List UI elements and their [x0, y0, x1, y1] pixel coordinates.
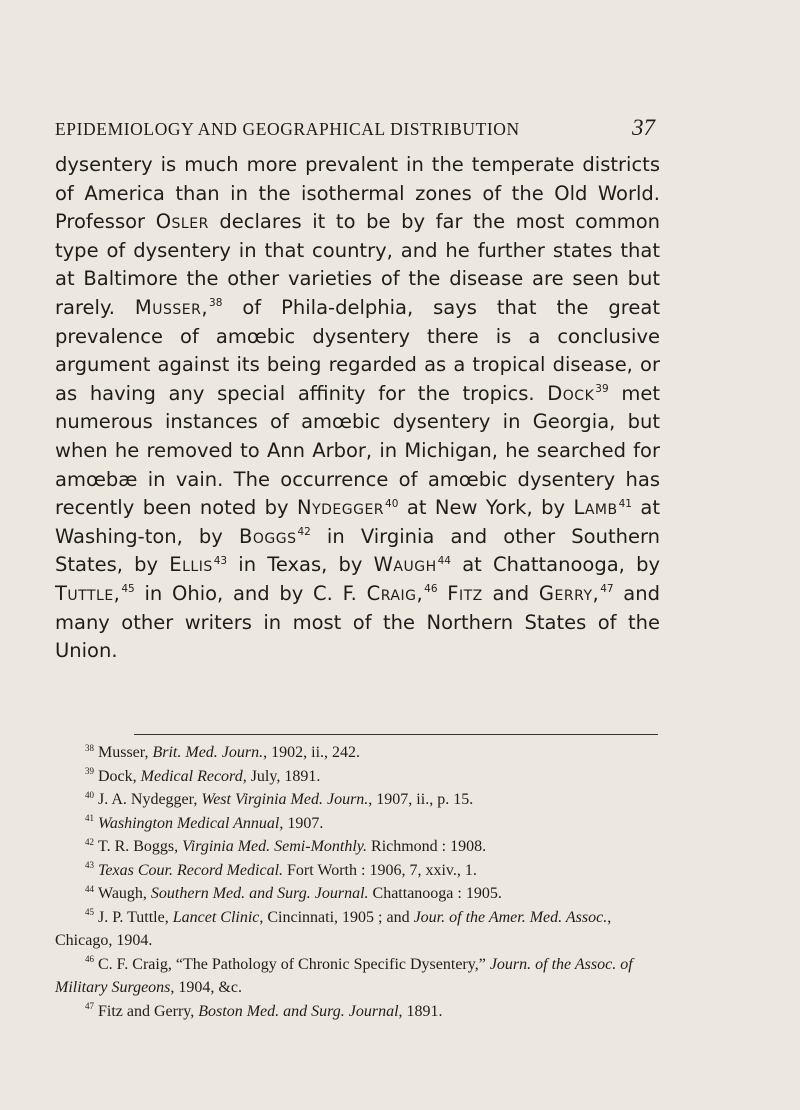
footnote-ref: 42: [297, 526, 311, 539]
body-text-run: dysentery is much more prevalent in the temperate districts of America than in the isothermal zones of the Old World. Professor: [55, 153, 660, 234]
body-text-run: met numerous instances of amœbic dysentery in Georgia, but when he removed to Ann Arbor, in Michigan, he searched for amœbæ in vain. The occurrence of amœbic dysentery has recently been noted by: [55, 381, 660, 520]
footnote-text: , Cincinnati, 1905 ; and: [259, 908, 414, 926]
footnote-text: J. A. Nydegger,: [98, 791, 202, 808]
body-text-run: declares it to be by far the most common type of dysentery in that country, and he further states that at Baltimore the other varieties of the disease are seen but rarely.: [55, 210, 660, 319]
body-text-run: at Chattanooga, by: [451, 553, 660, 577]
footnote-ref: 39: [595, 383, 609, 396]
footnote-number: 43: [85, 860, 94, 871]
footnotes: [55, 741, 660, 1023]
footnote-source: Jour. of the Amer. Med. Assoc.: [413, 908, 608, 926]
footnote: [55, 765, 660, 789]
footnote-source: Texas Cour. Record Medical.: [98, 861, 284, 879]
footnote-source: Journ. of the Assoc. of Military Surgeons: [55, 955, 633, 996]
footnote-text: Waugh,: [98, 885, 151, 902]
footnote-text: , Chicago, 1904.: [55, 908, 612, 949]
footnote: [55, 882, 660, 906]
footnote-text: , 1902, ii., 242.: [263, 744, 361, 761]
page-header: [55, 115, 655, 141]
footnote-text: Musser,: [98, 744, 153, 761]
author-name: Fitz: [447, 581, 483, 605]
author-name: Craig,: [366, 581, 424, 605]
page-number: 37: [632, 115, 655, 140]
author-name: Ellis: [169, 553, 213, 577]
footnote: [55, 906, 660, 953]
body-text-run: [438, 582, 448, 605]
author-name: Waugh: [373, 553, 437, 577]
author-name: Lamb: [573, 496, 618, 520]
footnote-number: 38: [85, 742, 94, 753]
footnote: [55, 812, 660, 836]
footnote-divider: [134, 734, 658, 735]
footnote-source: Virginia Med. Semi-Monthly.: [182, 838, 368, 855]
footnote-number: 42: [85, 836, 94, 847]
footnote-number: 41: [85, 813, 94, 824]
footnote-text: Fort Worth : 1906, 7, xxiv., 1.: [283, 861, 477, 879]
author-name: Gerry,: [538, 581, 600, 605]
footnote-number: 45: [85, 907, 94, 918]
footnote-ref: 43: [213, 554, 228, 567]
footnote-ref: 46: [424, 583, 438, 596]
body-text-run: in Ohio, and by C. F.: [134, 581, 367, 605]
footnote-source: West Virginia Med. Journ.: [201, 791, 369, 808]
body-paragraph: [55, 151, 660, 666]
author-name: Musser,: [134, 295, 209, 319]
footnote-source: Boston Med. and Surg. Journal: [198, 1002, 399, 1020]
body-text-run: and: [482, 581, 539, 605]
footnote-source: Brit. Med. Journ.: [152, 744, 264, 761]
running-title: EPIDEMIOLOGY AND GEOGRAPHICAL DISTRIBUTION: [55, 119, 520, 139]
footnote-source: Southern Med. and Surg. Journal.: [150, 885, 369, 902]
footnote-text: T. R. Boggs,: [98, 838, 183, 855]
author-name: Tuttle,: [55, 581, 121, 605]
footnote-text: J. P. Tuttle,: [98, 908, 173, 926]
footnote: [55, 953, 660, 1000]
footnote-ref: 45: [121, 583, 135, 596]
author-name: Nydegger: [297, 496, 385, 520]
footnote-text: , 1907, ii., p. 15.: [368, 791, 474, 808]
body-text-run: in Texas, by: [227, 553, 374, 577]
footnote: [55, 741, 660, 765]
footnote-text: Richmond : 1908.: [367, 838, 487, 855]
footnote-source: Washington Medical Annual: [98, 814, 280, 832]
footnote-ref: 44: [437, 554, 451, 567]
footnote-source: Medical Record: [140, 767, 243, 785]
author-name: Osler: [155, 210, 209, 234]
footnote: [55, 859, 660, 883]
footnote-number: 40: [85, 789, 94, 800]
footnote-source: Lancet Clinic: [172, 908, 260, 926]
body-text-run: and many other writers in most of the Northern States of the Union.: [55, 581, 660, 663]
author-name: Boggs: [238, 524, 297, 548]
footnote: [55, 788, 660, 812]
footnote-number: 46: [85, 954, 94, 965]
footnote-text: Dock,: [98, 767, 141, 785]
footnote-ref: 41: [618, 497, 632, 510]
footnote-number: 47: [85, 1001, 94, 1012]
footnote: [55, 835, 660, 859]
body-text-run: at Washing-ton, by: [55, 496, 660, 548]
footnote-ref: 47: [600, 583, 614, 596]
footnote-ref: 38: [209, 297, 223, 310]
footnote-text: , 1904, &c.: [170, 979, 242, 996]
body-text-run: of Phila-delphia, says that the great prevalence of amœbic dysentery there is a conclusive argument against its being regarded as a tropical disease, or as having any special affinity for the tropics.: [55, 295, 660, 405]
body-text-run: at New York, by: [398, 496, 574, 520]
footnote-ref: 40: [385, 497, 399, 510]
footnote-text: , July, 1891.: [242, 767, 321, 785]
footnote-text: C. F. Craig, “The Pathology of Chronic Specific Dysentery,”: [98, 955, 490, 973]
body-text-run: in Virginia and other Southern States, by: [55, 524, 660, 577]
footnote-text: Fitz and Gerry,: [98, 1002, 199, 1020]
author-name: Dock: [547, 381, 595, 405]
footnote-number: 39: [85, 766, 94, 777]
footnote-text: , 1891.: [398, 1002, 443, 1020]
footnote-text: , 1907.: [279, 814, 324, 832]
footnote-text: Chattanooga : 1905.: [368, 885, 502, 902]
footnote: [55, 1000, 660, 1024]
footnote-number: 44: [85, 883, 94, 894]
